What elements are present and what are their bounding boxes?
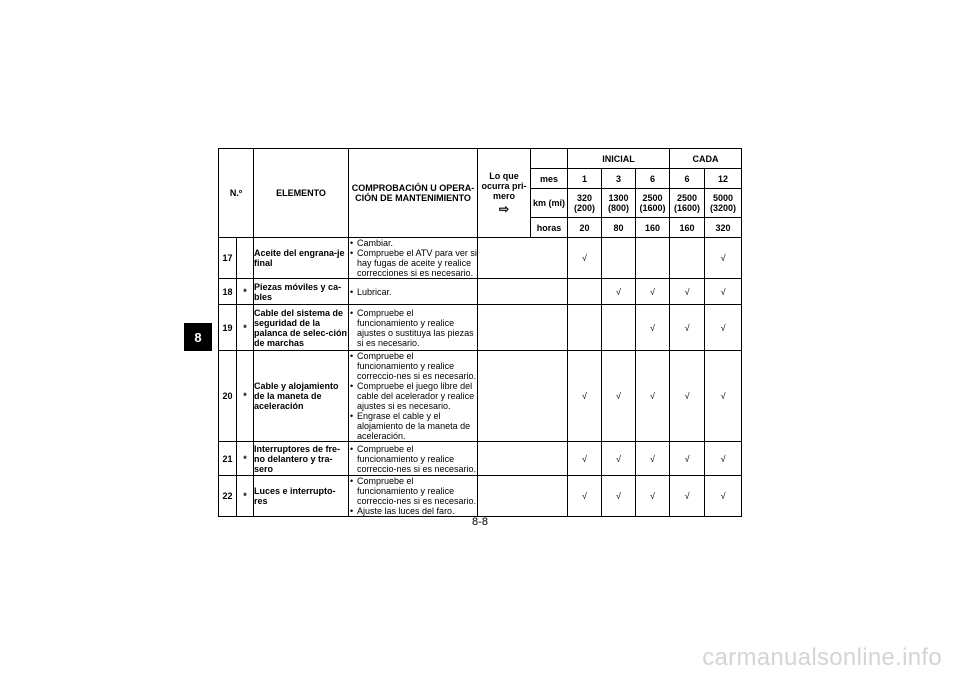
row-check (349, 442, 478, 476)
row-check (349, 238, 478, 279)
schedule-mark: √ (636, 305, 670, 351)
schedule-mark: √ (705, 351, 742, 442)
schedule-mark: √ (602, 279, 636, 305)
row-dealer-mark: * (237, 305, 254, 351)
row-number: 19 (219, 305, 237, 351)
row-first-blank (478, 442, 568, 476)
check-item: • Ajuste las luces del faro. (349, 506, 477, 516)
check-item: • Lubricar. (349, 287, 477, 297)
row-dealer-mark: * (237, 442, 254, 476)
row-check (349, 305, 478, 351)
row-number: 20 (219, 351, 237, 442)
header-first-label: Lo que ocurra pri-mero (481, 171, 527, 201)
row-check (349, 476, 478, 517)
row-dealer-mark: * (237, 476, 254, 517)
row-check (349, 279, 478, 305)
row-first-blank (478, 305, 568, 351)
schedule-mark: √ (568, 442, 602, 476)
row-number: 17 (219, 238, 237, 279)
header-first (478, 149, 531, 238)
schedule-mark: √ (568, 238, 602, 279)
schedule-mark: √ (705, 442, 742, 476)
table-row (219, 351, 742, 442)
watermark: carmanualsonline.info (702, 644, 942, 671)
header-element: ELEMENTO (254, 149, 349, 238)
maintenance-table (218, 148, 742, 517)
header-initial: INICIAL (568, 149, 670, 169)
row-first-blank (478, 476, 568, 517)
schedule-mark: √ (705, 279, 742, 305)
schedule-mark: √ (670, 442, 705, 476)
row-dealer-mark (237, 238, 254, 279)
schedule-mark (568, 279, 602, 305)
check-item: • Compruebe el funcionamiento y realice correccio-nes si es necesario. (349, 476, 477, 506)
schedule-mark (602, 238, 636, 279)
row-number: 22 (219, 476, 237, 517)
table-row (219, 442, 742, 476)
row-element: Interruptores de fre-no delantero y tra-sero (254, 442, 349, 476)
table-row (219, 476, 742, 517)
page-number: 8-8 (472, 516, 488, 528)
row-dealer-mark: * (237, 279, 254, 305)
check-item: • Compruebe el juego libre del cable del acelerador y realice ajustes si es necesario. (349, 381, 477, 411)
schedule-mark: √ (670, 476, 705, 517)
header-row-distance: km (mi) 320 (200) 1300 (800) 2500 (1600) 2500 (1600) 5000 (3200) (219, 189, 742, 218)
row-dealer-mark: * (237, 351, 254, 442)
row-element: Cable y alojamiento de la maneta de aceleración (254, 351, 349, 442)
schedule-mark: √ (705, 305, 742, 351)
arrow-right-icon: ⇨ (498, 202, 510, 216)
table-row (219, 305, 742, 351)
check-item: • Compruebe el funcionamiento y realice correccio-nes si es necesario. (349, 444, 477, 474)
row-number: 21 (219, 442, 237, 476)
check-item: • Compruebe el funcionamiento y realice correccio-nes si es necesario. (349, 351, 477, 381)
schedule-mark: √ (705, 238, 742, 279)
table-row (219, 238, 742, 279)
header-number: N.º (219, 149, 254, 238)
row-element: Piezas móviles y ca-bles (254, 279, 349, 305)
header-check: COMPROBACIÓN U OPERA-CIÓN DE MANTENIMIENTO (349, 149, 478, 238)
header-row-months: mes 1 3 6 6 12 (219, 169, 742, 189)
row-check (349, 351, 478, 442)
row-number: 18 (219, 279, 237, 305)
header-row-hours: horas 20 80 160 160 320 (219, 218, 742, 238)
check-item: • Compruebe el ATV para ver si hay fugas de aceite y realice correcciones si es necesario. (349, 248, 477, 278)
schedule-mark: √ (670, 351, 705, 442)
schedule-mark: √ (602, 476, 636, 517)
row-element: Cable del sistema de seguridad de la palanca de selec-ción de marchas (254, 305, 349, 351)
row-element: Aceite del engrana-je final (254, 238, 349, 279)
row-element: Luces e interrupto-res (254, 476, 349, 517)
schedule-mark (602, 305, 636, 351)
schedule-mark: √ (568, 476, 602, 517)
schedule-mark: √ (670, 305, 705, 351)
schedule-mark: √ (636, 351, 670, 442)
table-row (219, 279, 742, 305)
schedule-mark: √ (705, 476, 742, 517)
schedule-mark (670, 238, 705, 279)
check-item: • Cambiar. (349, 238, 477, 248)
schedule-mark: √ (602, 442, 636, 476)
check-item: • Engrase el cable y el alojamiento de la maneta de aceleración. (349, 411, 477, 441)
schedule-mark (636, 238, 670, 279)
chapter-tab: 8 (184, 323, 212, 351)
check-item: • Compruebe el funcionamiento y realice ajustes o sustituya las piezas si es necesario. (349, 308, 477, 348)
row-first-blank (478, 238, 568, 279)
schedule-mark: √ (602, 351, 636, 442)
row-first-blank (478, 351, 568, 442)
schedule-mark: √ (636, 442, 670, 476)
row-first-blank (478, 279, 568, 305)
header-every: CADA (670, 149, 742, 169)
schedule-mark: √ (568, 351, 602, 442)
schedule-mark: √ (636, 279, 670, 305)
schedule-mark: √ (670, 279, 705, 305)
schedule-mark (568, 305, 602, 351)
schedule-mark: √ (636, 476, 670, 517)
